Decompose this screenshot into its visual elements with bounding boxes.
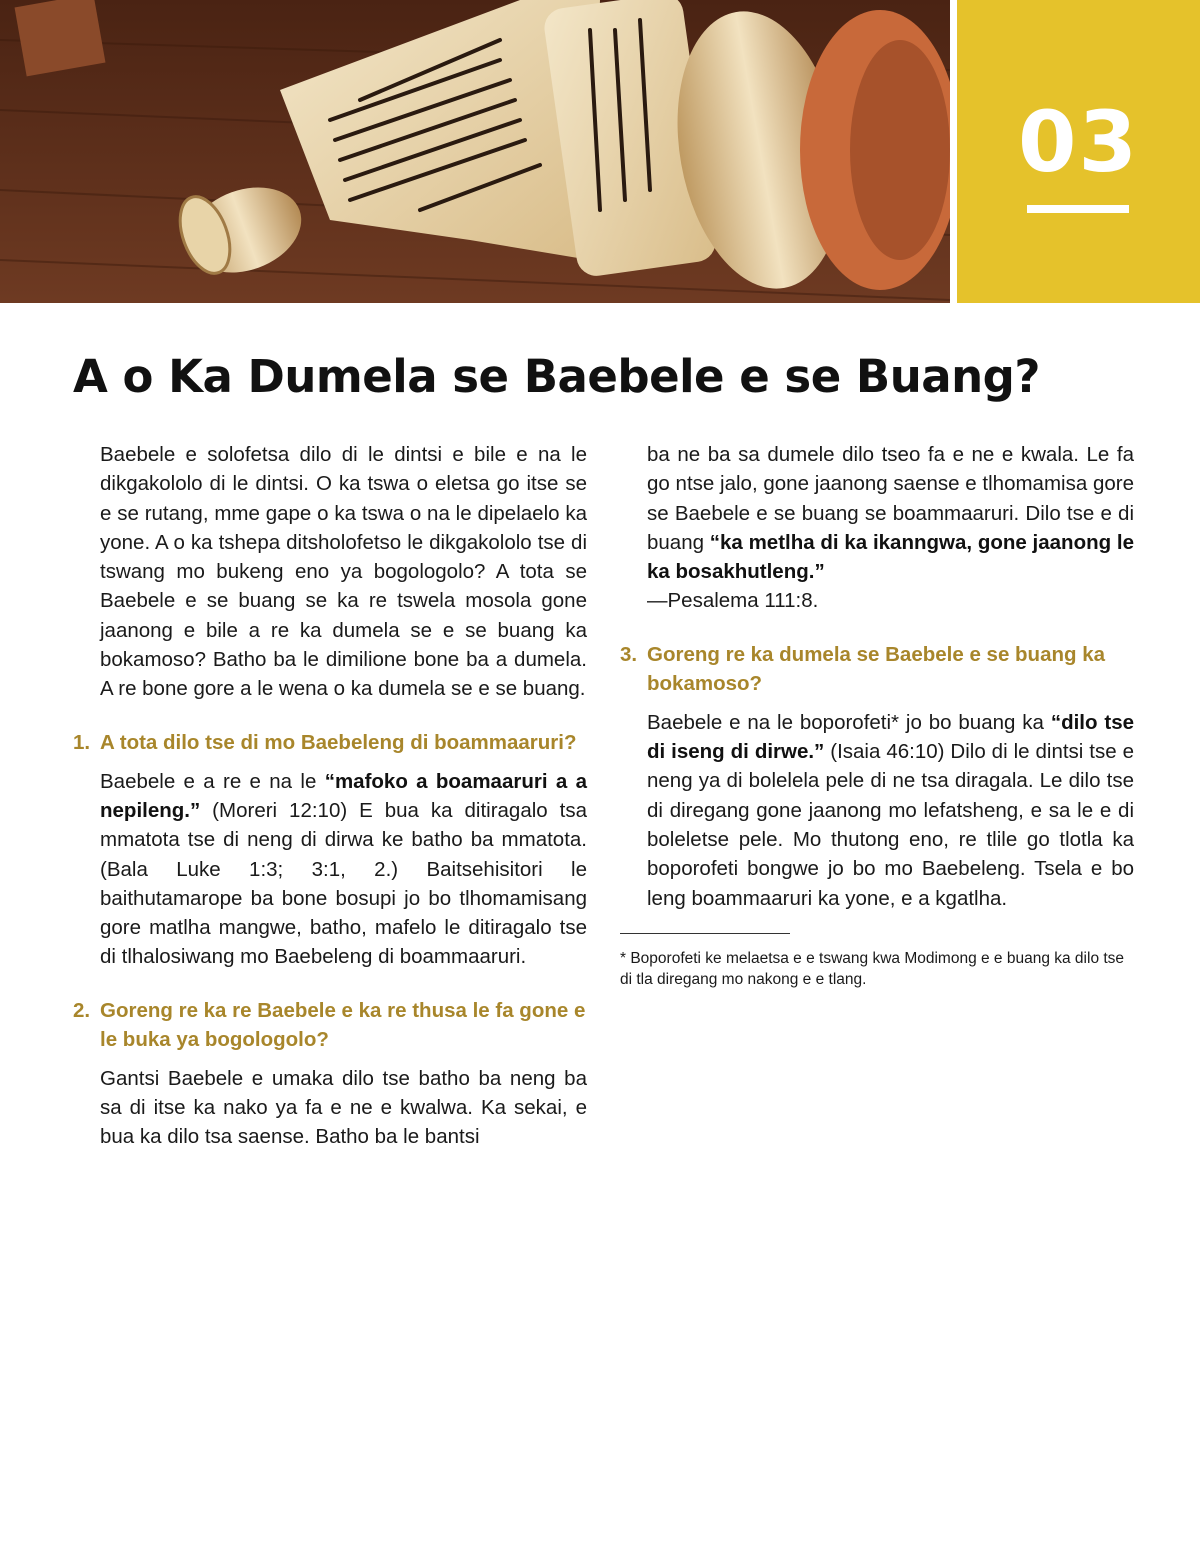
question-number: 3. <box>620 642 638 666</box>
answer-text: (Moreri 12:10) E bua ka ditiragalo tsa mmatota tse di neng di dirwa ke batho ba mmatota. (Bala Luke 1:3; 3:1, 2.) Baitsehisitori le baithutamarope ba bone bosupi jo bo tlhomamisang gore matlha mangwe, batho, mafelo le ditiragalo tse di tlhalosiwang mo Baebeleng di boammaaruri. <box>100 798 587 969</box>
answer-text: (Isaia 46:10) Dilo di le dintsi tse e neng ya di bolelela pele di ne tsa diragala. Le dilo tse di diregang gone jaanong mo lefatsheng, e sa le e di boleletse pele. Mo thutong eno, re tlile go tlotla ka boporofeti bongwe jo bo mo Baebeleng. Tsela e bo leng boammaaruri ka yone, e a kgatlha. <box>647 740 1134 910</box>
question-number: 2. <box>73 998 91 1022</box>
answer-text: Baebele e a re e na le <box>100 769 325 793</box>
left-column <box>73 440 587 1152</box>
answer-text: Baebele e na le boporofeti* jo bo buang ka <box>647 710 1051 734</box>
answer-3 <box>647 708 1134 913</box>
scripture-quote: “ka metlha di ka ikanngwa, gone jaanong le ka bosakhutleng.” <box>647 530 1134 584</box>
badge-underline <box>1027 205 1129 213</box>
question-number: 1. <box>73 730 91 754</box>
answer-2-part-1: Gantsi Baebele e umaka dilo tse batho ba neng ba sa di itse ka nako ya fa e ne e kwalwa. Ka sekai, e bua ka dilo tsa saense. Batho ba le bantsi <box>100 1066 587 1149</box>
scripture-quote: “dilo tse di iseng di dirwe.” <box>647 710 1134 764</box>
question-text: Goreng re ka re Baebele e ka re thusa le fa gone e le buka ya bogologolo? <box>100 998 586 1051</box>
lesson-badge <box>957 0 1200 303</box>
question-1 <box>73 728 587 757</box>
answer-1 <box>100 767 587 972</box>
question-text: A tota dilo tse di mo Baebeleng di boammaaruri? <box>100 730 577 754</box>
page-title: A o Ka Dumela se Baebele e se Buang? <box>73 350 1040 403</box>
footnote-divider <box>620 933 790 934</box>
question-3 <box>620 640 1134 698</box>
footnote: * Boporofeti ke melaetsa e e tswang kwa Modimong e e buang ka dilo tse di tla diregang mo nakong e e tlang. <box>620 949 1125 988</box>
intro-paragraph: Baebele e solofetsa dilo di le dintsi e bile e na le dikgakololo di le dintsi. O ka tswa o eletsa go itse se e se rutang, mme gape o ka tswa o na le dipelaelo ka yone. A o ka tshepa ditsholofetso le dikgakololo tse di tswang mo bukeng eno ya bogologolo? A tota se Baebele e se buang se ka re tswela mosola gone jaanong e bile a re ka dumela se e se buang ka bokamoso? Batho ba le dimilione bone ba a dumela. A re bone gore a le wena o ka dumela se e se buang. <box>100 443 587 701</box>
question-text: Goreng re ka dumela se Baebele e se buang ka bokamoso? <box>647 642 1106 695</box>
answer-2-part-2 <box>647 440 1134 616</box>
answer-text: ba ne ba sa dumele dilo tseo fa e ne e kwala. Le fa go ntse jalo, gone jaanong saense e tlhomamisa gore se Baebele e se buang se boammaaruri. Dilo tse e di buang <box>647 443 1134 554</box>
scrolls-illustration <box>0 0 950 303</box>
scripture-quote: “mafoko a boamaaruri a a nepileng.” <box>100 769 587 822</box>
lesson-number: 03 <box>1018 93 1139 191</box>
hero-image <box>0 0 950 303</box>
right-column <box>620 440 1134 990</box>
scripture-reference: —Pesalema 111:8. <box>647 589 819 613</box>
question-2 <box>73 996 587 1054</box>
